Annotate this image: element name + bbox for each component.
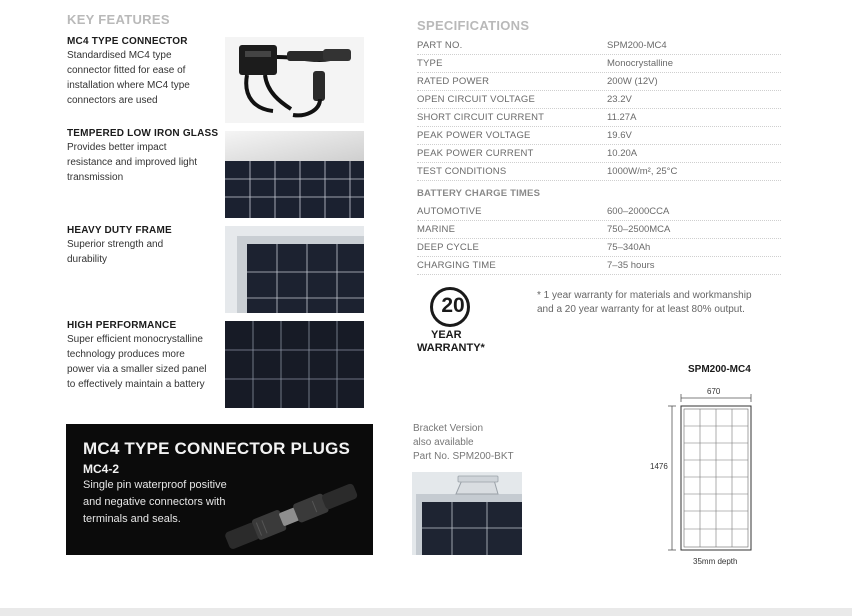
battery-row xyxy=(417,239,781,257)
battery-key: DEEP CYCLE xyxy=(417,242,480,253)
battery-value: 750–2500MCA xyxy=(607,224,671,235)
feature-heading: HIGH PERFORMANCE xyxy=(67,320,177,331)
feature-description xyxy=(67,332,227,392)
feature-tempered-glass xyxy=(67,128,222,185)
warranty-label: WARRANTY* xyxy=(417,342,485,354)
note-line: and a 20 year warranty for at least 80% output. xyxy=(537,304,745,315)
spec-value: 200W (12V) xyxy=(607,76,658,87)
junction-box-image xyxy=(225,37,364,123)
spec-value: 23.2V xyxy=(607,94,632,105)
spec-key: OPEN CIRCUIT VOLTAGE xyxy=(417,94,536,105)
spec-key: PART NO. xyxy=(417,40,463,51)
monocrystalline-cells-image xyxy=(225,321,364,408)
spec-key: PEAK POWER VOLTAGE xyxy=(417,130,531,141)
glass-panel-image xyxy=(225,131,364,218)
bracket-line: Part No. SPM200-BKT xyxy=(413,451,514,462)
mc4-connector-plugs-icon xyxy=(216,479,366,551)
spec-value: 11.27A xyxy=(607,112,637,123)
bracket-line: also available xyxy=(413,437,474,448)
feature-mc4-connector xyxy=(67,36,222,108)
feature-heading: TEMPERED LOW IRON GLASS xyxy=(67,128,219,139)
width-label: 670 xyxy=(707,387,721,396)
warranty-note xyxy=(537,289,777,317)
battery-key: CHARGING TIME xyxy=(417,260,496,271)
battery-row xyxy=(417,257,781,275)
feature-heavy-duty-frame xyxy=(67,225,222,267)
battery-value: 75–340Ah xyxy=(607,242,651,253)
desc-line: durability xyxy=(67,254,108,265)
desc-line: transmission xyxy=(67,172,124,183)
warranty-badge xyxy=(417,285,487,360)
desc-line: resistance and improved light xyxy=(67,157,198,168)
promo-subtitle: MC4-2 xyxy=(83,462,120,476)
spec-key: TEST CONDITIONS xyxy=(417,166,507,177)
note-line: * 1 year warranty for materials and workmanship xyxy=(537,290,752,301)
spec-value: 19.6V xyxy=(607,130,632,141)
promo-title: MC4 TYPE CONNECTOR PLUGS xyxy=(83,439,351,458)
footer-bar xyxy=(0,608,852,616)
battery-charge-times-title: BATTERY CHARGE TIMES xyxy=(417,188,541,199)
desc-line: and negative connectors with xyxy=(83,496,226,508)
bracket-version-text xyxy=(413,422,514,464)
spec-row xyxy=(417,109,781,127)
desc-line: Super efficient monocrystalline xyxy=(67,334,203,345)
spec-key: RATED POWER xyxy=(417,76,490,87)
feature-description xyxy=(67,237,222,267)
desc-line: Single pin waterproof positive xyxy=(83,479,227,491)
feature-heading: MC4 TYPE CONNECTOR xyxy=(67,36,188,47)
spec-key: TYPE xyxy=(417,58,443,69)
mc4-plugs-promo xyxy=(66,424,373,555)
diagram-title: SPM200-MC4 xyxy=(688,364,751,375)
spec-row xyxy=(417,163,781,181)
battery-row xyxy=(417,203,781,221)
spec-row xyxy=(417,145,781,163)
battery-value: 7–35 hours xyxy=(607,260,655,271)
desc-line: Standardised MC4 type xyxy=(67,50,172,61)
desc-line: terminals and seals. xyxy=(83,513,181,525)
feature-heading: HEAVY DUTY FRAME xyxy=(67,225,172,236)
feature-description xyxy=(67,140,222,185)
spec-key: SHORT CIRCUIT CURRENT xyxy=(417,112,545,123)
warranty-year-label: YEAR xyxy=(431,329,462,341)
battery-value: 600–2000CCA xyxy=(607,206,670,217)
spec-row xyxy=(417,127,781,145)
desc-line: Superior strength and xyxy=(67,239,164,250)
desc-line: technology produces more xyxy=(67,349,185,360)
desc-line: connector fitted for ease of xyxy=(67,65,186,76)
spec-value: Monocrystalline xyxy=(607,58,673,69)
desc-line: Provides better impact xyxy=(67,142,167,153)
battery-key: AUTOMOTIVE xyxy=(417,206,482,217)
battery-key: MARINE xyxy=(417,224,456,235)
depth-label: 35mm depth xyxy=(693,557,738,566)
key-features-title: KEY FEATURES xyxy=(67,12,170,27)
warranty-years: 20 xyxy=(441,294,465,317)
height-label: 1476 xyxy=(650,462,668,471)
dimension-diagram xyxy=(645,382,765,572)
feature-description xyxy=(67,48,222,108)
desc-line: to effectively maintain a battery xyxy=(67,379,205,390)
feature-high-performance xyxy=(67,320,222,392)
desc-line: connectors are used xyxy=(67,95,158,106)
spec-row xyxy=(417,73,781,91)
spec-row xyxy=(417,91,781,109)
specifications-title: SPECIFICATIONS xyxy=(417,18,530,33)
spec-value: SPM200-MC4 xyxy=(607,40,667,51)
battery-table xyxy=(417,203,781,275)
spec-row xyxy=(417,37,781,55)
frame-image xyxy=(225,226,364,313)
specifications-table xyxy=(417,37,781,181)
spec-row xyxy=(417,55,781,73)
bracket-line: Bracket Version xyxy=(413,423,484,434)
spec-key: PEAK POWER CURRENT xyxy=(417,148,534,159)
battery-row xyxy=(417,221,781,239)
spec-value: 10.20A xyxy=(607,148,638,159)
spec-value: 1000W/m², 25°C xyxy=(607,166,678,177)
desc-line: power via a smaller sized panel xyxy=(67,364,207,375)
bracket-panel-image xyxy=(412,472,522,555)
desc-line: installation where MC4 type xyxy=(67,80,190,91)
warranty-circle-icon xyxy=(430,287,470,327)
